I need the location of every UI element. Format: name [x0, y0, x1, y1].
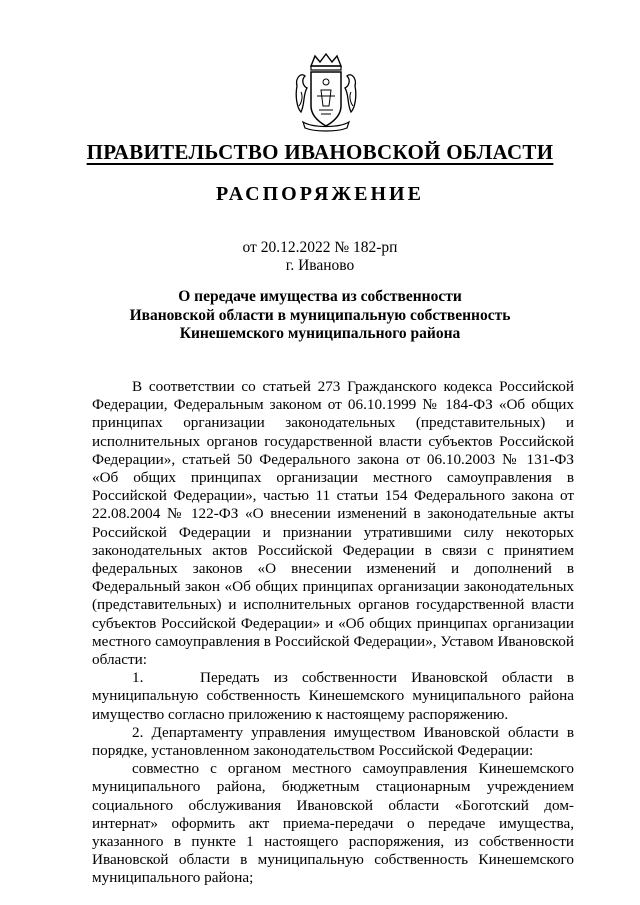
preamble-paragraph: В соответствии со статьей 273 Гражданского кодекса Российской Федерации, Федеральным законом от 06.10.1999 № 184-ФЗ «Об общих принципах организации законодательных (представительных) и исполнительных органов государственной власти субъектов Российской Федерации», статьей 50 Федерального закона от 06.10.2003 № 131-ФЗ «Об общих принципах организации местного самоуправления в Российской Федерации», частью 11 статьи 154 Федерального закона от 22.08.2004 № 122-ФЗ «О внесении изменений в законодательные акты Российской Федерации и признании утратившими силу некоторых законодательных актов Российской Федерации в связи с принятием федеральных законов «О внесении изменений и дополнений в Федеральный закон «Об общих принципах организации законодательных (представительных) и исполнительных органов государственной власти субъектов Российской Федерации» и «Об общих принципах организации местного самоуправления в Российской Федерации», Уставом Ивановской области: [92, 378, 574, 669]
subject-line: Ивановской области в муниципальную собственность [129, 306, 511, 324]
subject-title [0, 288, 640, 344]
subject-line: О передаче имущества из собственности [178, 288, 462, 305]
document-body [92, 378, 574, 888]
city: г. Иваново [285, 257, 355, 274]
subject-line: Кинешемского муниципального района [179, 325, 461, 342]
item-2-subparagraph: совместно с органом местного самоуправления Кинешемского муниципального района, бюджетным стационарным учреждением социального обслуживания Ивановской области «Боготский дом-интернат» оформить акт приема-передачи о передаче имущества, указанного в пункте 1 настоящего распоряжения, из собственности Ивановской области в муниципальную собственность Кинешемского муниципального района; [92, 760, 574, 887]
date-block [0, 239, 640, 275]
government-title: ПРАВИТЕЛЬСТВО ИВАНОВСКОЙ ОБЛАСТИ [86, 140, 554, 164]
item-1-paragraph: 1. Передать из собственности Ивановской области в муниципальную собственность Кинешемского муниципального района имущество согласно приложению к настоящему распоряжению. [92, 669, 574, 723]
document-type: РАСПОРЯЖЕНИЕ [216, 183, 424, 205]
item-2-paragraph: 2. Департаменту управления имуществом Ивановской области в порядке, установленном законодательством Российской Федерации: [92, 723, 574, 760]
date-number: от 20.12.2022 № 182-рп [242, 239, 398, 256]
ivanovo-coat-of-arms-icon [291, 52, 361, 132]
